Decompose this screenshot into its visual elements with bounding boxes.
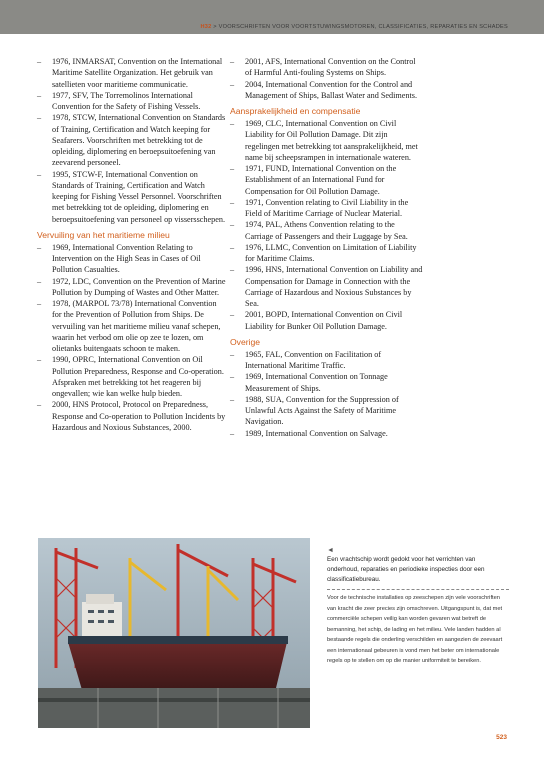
list-item: – 1990, OPRC, International Convention on Oil Pollution Preparedness, Response and Co-operation. Afspraken met betrekking tot het reageren bij ongevallen; wie kan welke hulp bieden. xyxy=(37,354,227,399)
right-column xyxy=(230,56,424,439)
header-separator: > xyxy=(213,24,217,30)
liability-list xyxy=(230,118,424,332)
running-header xyxy=(200,24,508,30)
list-item: – 1965, FAL, Convention on Facilitation of International Maritime Traffic. xyxy=(230,349,424,372)
list-item: – 1974, PAL, Athens Convention relating to the Carriage of Passengers and their Luggage by Sea. xyxy=(230,219,424,242)
caption-divider xyxy=(327,589,509,590)
caption-body: Voor de technische installaties op zeeschepen zijn vele voorschriften van kracht die zeer precies zijn omschreven. Uitgangspunt is, dat met commerciële schepen veilig kan worden gevaren wat betreft de bemanning, het schip, de lading en het milieu. Vele landen hadden al bestaande regels die onderling verschilden en aangezien de zeevaart een internationaal gebeuren is vond men het beter om internationale regels op te stellen om op die manier uniformiteit te bereiken. xyxy=(327,595,503,664)
list-item: – 1996, HNS, International Convention on Liability and Compensation for Damage in Connection with the Carriage of Hazardous and Noxious Substances by Sea. xyxy=(230,264,424,309)
photo-caption xyxy=(327,546,509,667)
list-item: – 2000, HNS Protocol, Protocol on Preparedness, Response and Co-operation to Pollution Incidents by Hazardous and Noxious Substances, 2000. xyxy=(37,399,227,433)
left-column xyxy=(37,56,227,433)
chapter-label: H32 xyxy=(200,24,212,30)
list-item: – 1978, STCW, International Convention on Standards of Training, Certification and Watch keeping for Seafarers. Voorschriften met betrekking tot de opleiding, diplomering en beroepsuitoefening van zeevarend personeel. xyxy=(37,112,227,168)
pollution-list xyxy=(37,242,227,433)
list-item: – 1969, International Convention on Tonnage Measurement of Ships. xyxy=(230,371,424,394)
list-item: – 1978, (MARPOL 73/78) International Convention for the Prevention of Pollution from Ships. De vervuiling van het maritieme milieu vanaf schepen, waarin het verbod om olie op zee te lozen, om olietanks buitengaats schoon te maken. xyxy=(37,298,227,354)
section-heading-liability: Aansprakelijkheid en compensatie xyxy=(230,106,361,116)
list-item: – 1969, CLC, International Convention on Civil Liability for Oil Pollution Damage. Dit zijn regelingen met betrekking tot aansprakelijkheid, met name bij scheepsrampen in internationale wateren. xyxy=(230,118,424,163)
ship-dry-dock-photo xyxy=(38,538,310,728)
list-item: – 1995, STCW-F, International Convention on Standards of Training, Certification and Watch keeping for Fishing Vessel Personnel. Voorschriften met betrekking tot de opleiding, diplomering en beroepsuitoefening van personeel op vissersschepen. xyxy=(37,169,227,225)
list-item: – 1976, INMARSAT, Convention on the International Maritime Satellite Organization. Het gebruik van satellieten voor maritieme communicatie. xyxy=(37,56,227,90)
list-item: – 1969, International Convention Relating to Intervention on the High Seas in Cases of Oil Pollution Casualties. xyxy=(37,242,227,276)
list-item: – 1988, SUA, Convention for the Suppression of Unlawful Acts Against the Safety of Maritime Navigation. xyxy=(230,394,424,428)
section-heading-pollution: Vervuiling van het maritieme milieu xyxy=(37,229,170,240)
list-item: – 1976, LLMC, Convention on Limitation of Liability for Maritime Claims. xyxy=(230,242,424,265)
list-item: – 2004, International Convention for the Control and Management of Ships, Ballast Water and Sediments. xyxy=(230,79,424,102)
chapter-title: VOORSCHRIFTEN VOOR VOORTSTUWINGSMOTOREN, CLASSIFICATIES, REPARATIES EN SCHADES xyxy=(218,24,508,30)
caption-title: Een vrachtschip wordt gedokt voor het verrichten van onderhoud, reparaties en periodieke inspecties door een classificatiebureau. xyxy=(327,556,485,583)
list-item: – 1971, Convention relating to Civil Liability in the Field of Maritime Carriage of Nuclear Material. xyxy=(230,197,424,220)
list-item: – 1977, SFV, The Torremolinos International Convention for the Safety of Fishing Vessels. xyxy=(37,90,227,113)
section-heading-other: Overige xyxy=(230,336,261,347)
list-item: – 1972, LDC, Convention on the Prevention of Marine Pollution by Dumping of Wastes and Other Matter. xyxy=(37,276,227,299)
list-item: – 1971, FUND, International Convention on the Establishment of an International Fund for Compensation for Oil Pollution Damage. xyxy=(230,163,424,197)
convention-list-continued xyxy=(230,56,424,101)
convention-list xyxy=(37,56,227,225)
other-list xyxy=(230,349,424,439)
list-item: – 1989, International Convention on Salvage. xyxy=(230,428,424,439)
list-item: – 2001, AFS, International Convention on the Control of Harmful Anti-fouling Systems on Ships. xyxy=(230,56,424,79)
caption-pointer-icon: ◄ xyxy=(327,547,334,554)
page-number: 523 xyxy=(496,734,507,741)
list-item: – 2001, BOPD, International Convention on Civil Liability for Bunker Oil Pollution Damage. xyxy=(230,309,424,332)
